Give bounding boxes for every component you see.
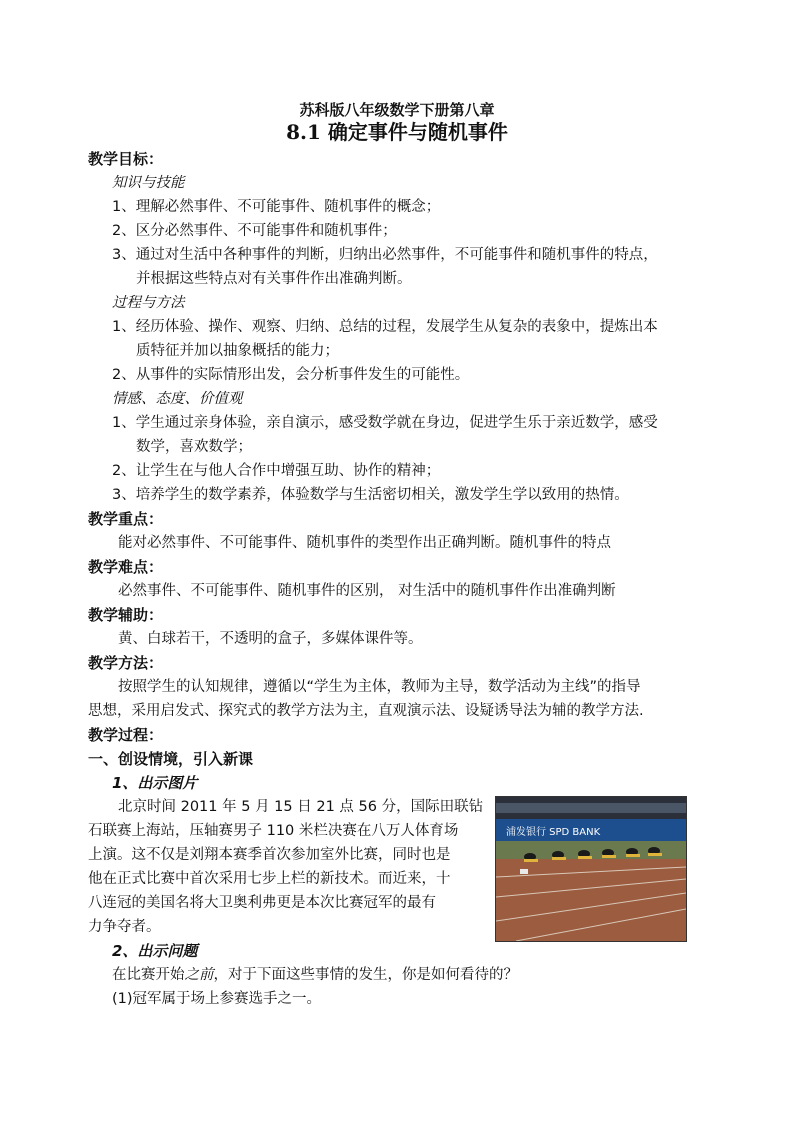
attitude-label: 情感、态度、价值观 (112, 391, 243, 407)
story-line: 他在正式比赛中首次采用七步上栏的新技术。而近来，十 (88, 871, 451, 887)
lesson-title: 8.1 确定事件与随机事件 (286, 120, 508, 144)
question-before: 在比赛开始 (112, 967, 185, 983)
knowledge-label: 知识与技能 (112, 175, 185, 191)
step-one-heading: 1、出示图片 (112, 774, 198, 792)
knowledge-item: 1、理解必然事件、不可能事件、随机事件的概念； (112, 199, 441, 215)
story-line: 八连冠的美国名将大卫奥利弗更是本次比赛冠军的最有 (88, 895, 436, 911)
question-after: ，对于下面这些事情的发生，你是如何看待的？ (213, 967, 518, 983)
story-line: 石联赛上海站，压轴赛男子 110 米栏决赛在八万人体育场 (88, 823, 459, 839)
race-photo (495, 796, 687, 942)
knowledge-item: 并根据这些特点对有关事件作出准确判断。 (136, 271, 412, 287)
process-label: 过程与方法 (112, 295, 185, 311)
goals-heading: 教学目标： (88, 150, 164, 168)
step-two-heading: 2、出示问题 (112, 942, 198, 960)
attitude-item: 数学，喜欢数学； (136, 439, 252, 455)
story-line: 力争夺者。 (88, 919, 161, 935)
story-line: 上演。这不仅是刘翔本赛季首次参加室外比赛，同时也是 (88, 847, 451, 863)
difficulties-heading: 教学难点： (88, 558, 164, 576)
question-item: (1)冠军属于场上参赛选手之一。 (112, 991, 322, 1007)
question-line (112, 965, 518, 985)
process-item: 质特征并加以抽象概括的能力； (136, 343, 339, 359)
methods-line: 思想，采用启发式、探究式的教学方法为主，直观演示法、设疑诱导法为辅的教学方法. (88, 703, 644, 719)
process-item: 1、经历体验、操作、观察、归纳、总结的过程，发展学生从复杂的表象中，提炼出本 (112, 319, 658, 335)
process-heading: 教学过程： (88, 726, 164, 744)
part-one-heading: 一、创设情境，引入新课 (88, 750, 254, 768)
methods-heading: 教学方法： (88, 654, 164, 672)
key-points-heading: 教学重点： (88, 510, 164, 528)
methods-line: 按照学生的认知规律，遵循以“学生为主体，教师为主导，数学活动为主线”的指导 (118, 679, 641, 695)
question-emphasis: 之前 (184, 967, 214, 983)
photo-banner-text: 浦发银行 SPD BANK (506, 827, 601, 838)
aids-text: 黄、白球若干，不透明的盒子，多媒体课件等。 (118, 631, 423, 647)
aids-heading: 教学辅助： (88, 606, 164, 624)
difficulties-text: 必然事件、不可能事件、随机事件的区别， 对生活中的随机事件作出准确判断 (118, 583, 616, 599)
key-points-text: 能对必然事件、不可能事件、随机事件的类型作出正确判断。随机事件的特点 (118, 535, 611, 551)
knowledge-item: 2、区分必然事件、不可能事件和随机事件； (112, 223, 397, 239)
attitude-item: 3、培养学生的数学素养，体验数学与生活密切相关，激发学生学以致用的热情。 (112, 487, 629, 503)
attitude-item: 1、学生通过亲身体验，亲自演示，感受数学就在身边，促进学生乐于亲近数学，感受 (112, 415, 658, 431)
knowledge-item: 3、通过对生活中各种事件的判断，归纳出必然事件，不可能事件和随机事件的特点， (112, 247, 658, 263)
story-line: 北京时间 2011 年 5 月 15 日 21 点 56 分，国际田联钻 (118, 799, 484, 815)
attitude-item: 2、让学生在与他人合作中增强互助、协作的精神； (112, 463, 441, 479)
process-item: 2、从事件的实际情形出发，会分析事件发生的可能性。 (112, 367, 470, 383)
book-title: 苏科版八年级数学下册第八章 (299, 101, 495, 119)
